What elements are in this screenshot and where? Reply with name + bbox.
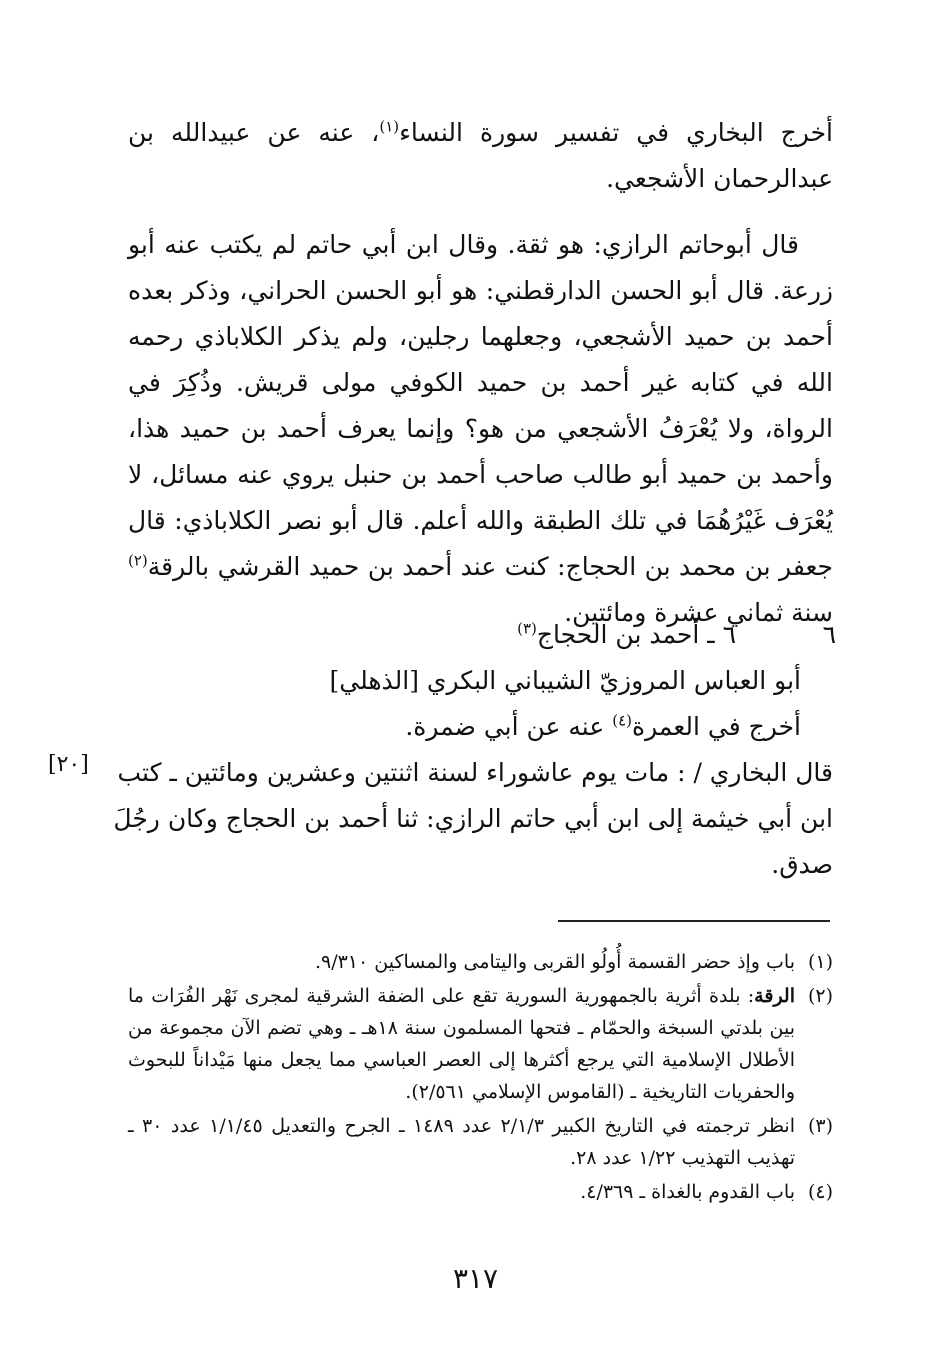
paragraph-abu-hatim [128,222,833,636]
entry-heading [517,612,836,658]
paragraph-bukhari-tafsir [128,110,833,202]
footnote-text: انظر ترجمته في التاريخ الكبير ٢/١/٣ عدد ١٤٨٩ ـ الجرح والتعديل ١/١/٤٥ عدد ٣٠ ـ تهذيب التهذيب ١/٢٢ عدد ٢٨. [128,1115,795,1169]
akhraja-text-end: عنه عن أبي ضمرة. [405,712,613,741]
footnote-ref-1[interactable]: (١) [379,117,400,136]
footnote-ref-4[interactable]: (٤) [612,711,633,730]
entry-continuation-1: ابن أبي خيثمة إلى ابن أبي حاتم الرازي: ثنا أحمد بن الحجاج وكان رجُلَ [113,804,833,833]
entry-name: أحمد بن الحجاج [536,620,700,649]
entry-continuation-2: صدق. [771,850,833,879]
footnote-text: باب وإذ حضر القسمة أُولُو القربى واليتامى والمساكين ٩/٣١٠. [314,951,795,973]
footnote-ref-3[interactable]: (٣) [517,619,537,638]
entry-kunya: أبو العباس المروزيّ الشيباني البكري [الذهلي] [329,666,801,695]
page-number: ٣١٧ [452,1262,499,1295]
footnote-2 [128,980,833,1108]
footnote-4 [128,1176,833,1208]
footnote-number: (٣) [807,1115,833,1137]
footnote-ref-2[interactable]: (٢) [128,551,148,570]
footnote-term: الرقة [754,985,795,1007]
entry-qala-bukhari: قال البخاري / : مات يوم عاشوراء لسنة اثنتين وعشرين ومائتين ـ كتب [117,758,833,787]
entry-number: ٦ [822,620,836,649]
entry-akhraja [405,704,801,750]
para2-text: قال أبوحاتم الرازي: هو ثقة. وقال ابن أبي حاتم لم يكتب عنه أبو زرعة. قال أبو الحسن الدارقطني: هو أبو الحسن الحراني، وذكر بعده أحمد بن حميد الأشجعي، وجعلهما رجلين، ولم يذكر الكلاباذي رحمه الله في كتابه غير أحمد بن حميد الكوفي مولى قريش. وذُكِرَ في الرواة، ولا يُعْرَفُ الأشجعي من هو؟ وإنما يعرف أحمد بن حميد هذا، وأحمد بن حميد أبو طالب صاحب أحمد بن حنبل يروي عنه مسائل، لا يُعْرَف غَيْرُهُمَا في تلك الطبقة والله أعلم. قال أبو نصر الكلاباذي: قال جعفر بن محمد بن الحجاج: كنت عند أحمد بن حميد القرشي بالرقة [128,230,833,581]
akhraja-text: أخرج في العمرة [632,712,801,741]
footnote-1 [128,946,833,978]
para1-text-end: ، عنه عن عبيدالله بن عبدالرحمان الأشجعي. [128,118,833,193]
footnote-number: (٢) [807,985,833,1007]
para1-text: أخرج البخاري في تفسير سورة النساء [399,118,833,147]
footnote-number: (٤) [807,1181,833,1203]
footnote-separator [558,920,830,922]
footnote-text: باب القدوم بالغداة ـ ٤/٣٦٩. [580,1181,795,1203]
footnote-number: (١) [807,951,833,973]
footnote-3 [128,1110,833,1174]
entry-seq: ٦ ـ [707,620,736,649]
para2-text-end: سنة ثماني عشرة ومائتين. [564,598,833,627]
entry-title [517,612,736,658]
footnotes [128,946,833,1210]
margin-folio-ref: [٢٠] [48,752,89,777]
footnote-text: : بلدة أثرية بالجمهورية السورية تقع على الضفة الشرقية لمجرى نَهْر الفُرَات ما بين بلدتي السبخة والحمّام ـ فتحها المسلمون سنة ١٨هـ ـ وهي تضم الآن مجموعة من الأطلال الإسلامية التي يرجع أكثرها إلى العصر العباسي مما يجعل منها مَيْداناً للبحوث والحفريات التاريخية ـ (القاموس الإسلامي ٢/٥٦١). [128,985,795,1103]
